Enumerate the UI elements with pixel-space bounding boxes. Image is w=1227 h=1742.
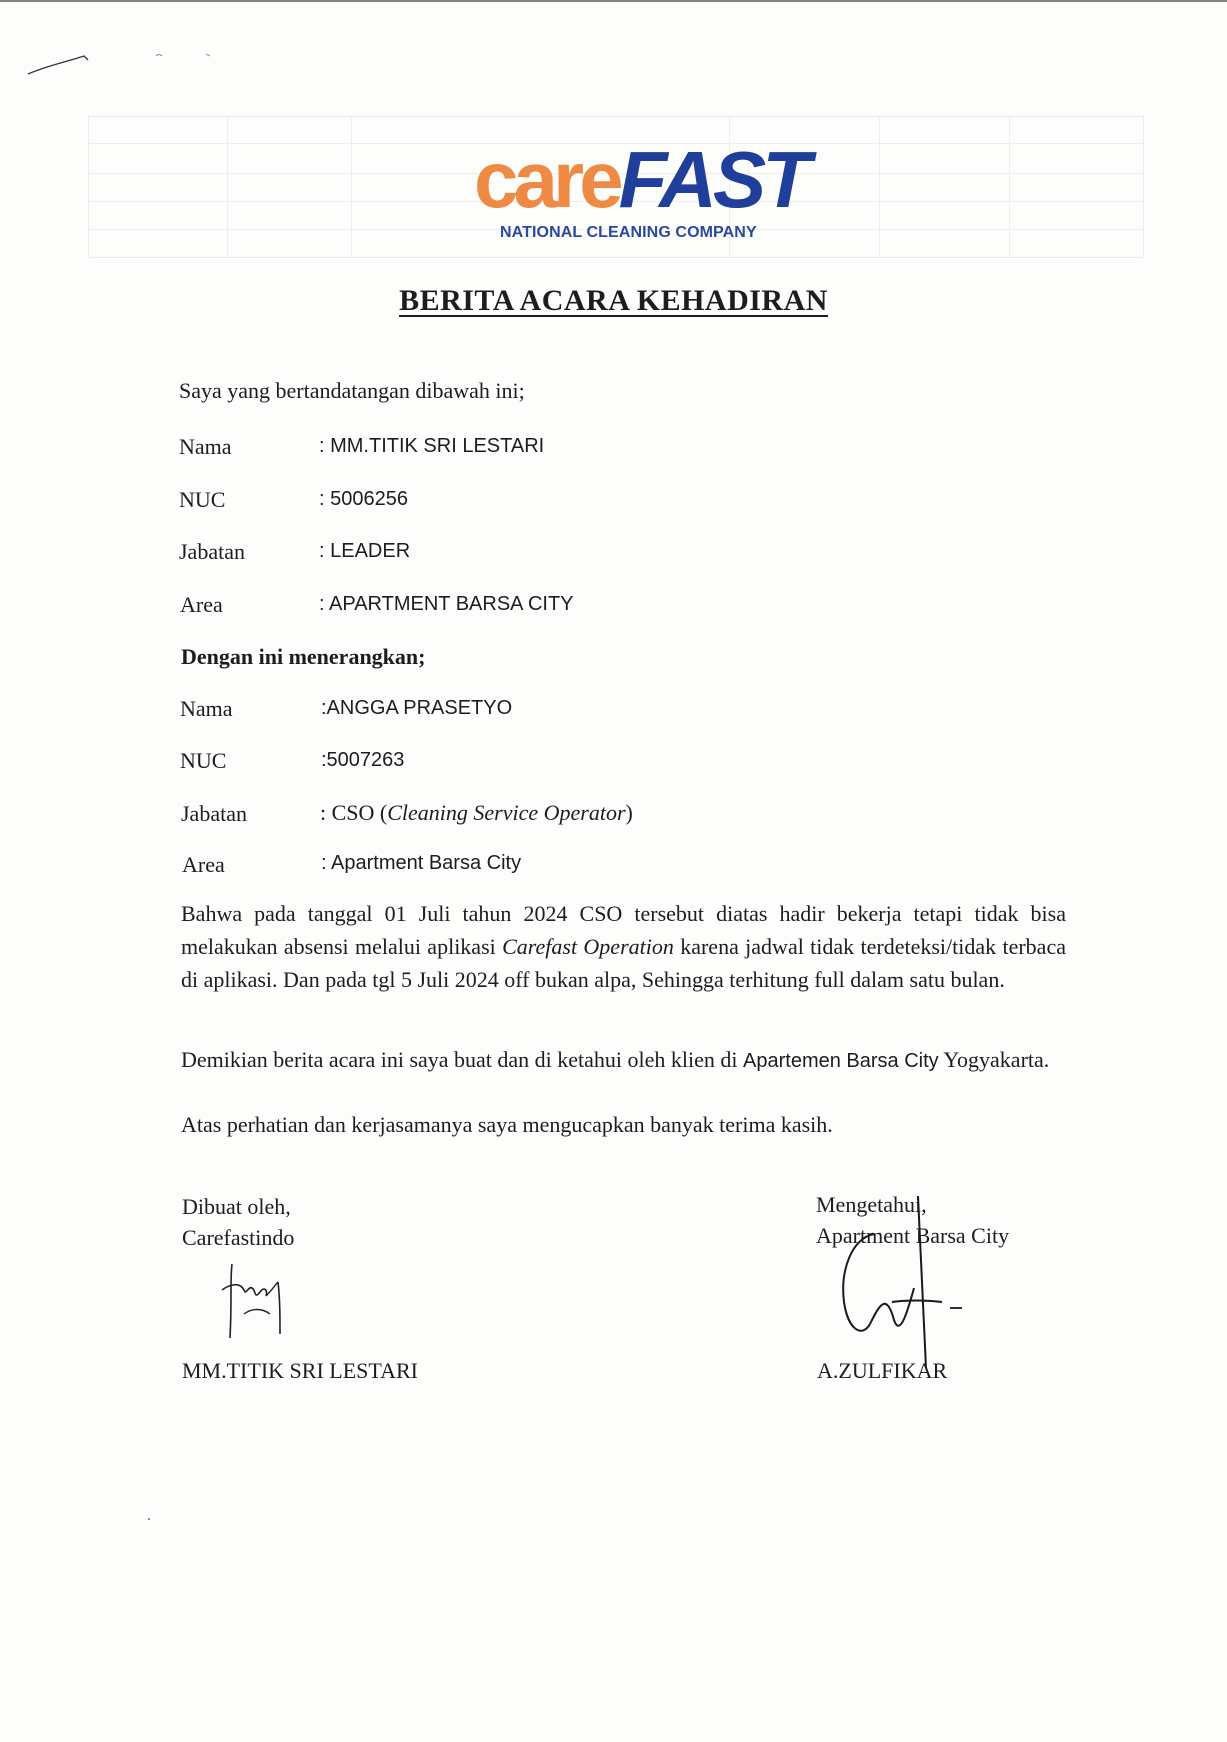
document-title (0, 284, 1227, 318)
employee-area-value: : Apartment Barsa City (321, 852, 522, 874)
signer-jabatan-value: : LEADER (319, 540, 411, 562)
p2-location: Apartemen Barsa City (743, 1050, 939, 1072)
signer-area-value: : APARTMENT BARSA CITY (319, 593, 574, 615)
body-paragraph-1 (181, 897, 1066, 996)
employee-nuc-label: NUC (180, 748, 227, 773)
scan-edge (0, 0, 1227, 2)
signer-nama-label: Nama (179, 434, 232, 459)
left-signature-image (218, 1260, 298, 1340)
p1-italic: Carefast Operation (502, 934, 674, 959)
body-paragraph-3: Atas perhatian dan kerjasamanya saya mengucapkan banyak terima kasih. (181, 1112, 833, 1137)
left-sign-line1: Dibuat oleh, (182, 1194, 291, 1219)
signer-nuc-label: NUC (179, 487, 226, 512)
intro-text: Saya yang bertandatangan dibawah ini; (179, 378, 525, 403)
employee-jabatan-value (320, 800, 633, 826)
jabatan-prefix: : CSO ( (320, 800, 388, 825)
signer-jabatan-label: Jabatan (179, 539, 245, 564)
employee-nama-label: Nama (180, 696, 233, 721)
jabatan-suffix: ) (625, 800, 633, 825)
statement-heading: Dengan ini menerangkan; (181, 644, 426, 669)
signer-nama-value: : MM.TITIK SRI LESTARI (319, 435, 545, 457)
title-text: BERITA ACARA KEHADIRAN (399, 284, 828, 317)
employee-jabatan-label: Jabatan (181, 801, 247, 826)
employee-nama-value: :ANGGA PRASETYO (321, 697, 513, 719)
jabatan-italic: Cleaning Service Operator (387, 800, 626, 825)
signer-area-label: Area (180, 592, 223, 617)
p1-part-b: karena jadwal tidak terdeteksi/tidak terbaca di aplikasi. Dan pada tgl 5 Juli 2024 off bukan alpa, Sehingga terhitung full dalam satu bulan. (181, 934, 1066, 992)
signer-nuc-value: : 5006256 (319, 488, 408, 510)
logo-wordmark (474, 135, 808, 224)
p1-part-a: Bahwa pada tanggal 01 Juli tahun 2024 CSO tersebut diatas hadir bekerja tetapi tidak bisa melakukan absensi melalui aplikasi (181, 901, 1066, 959)
scan-speck (148, 1518, 150, 1520)
right-signature-image (822, 1190, 972, 1370)
logo-care: care (474, 135, 619, 224)
employee-nuc-value: :5007263 (321, 749, 405, 771)
p2-part-a: Demikian berita acara ini saya buat dan di ketahui oleh klien di (181, 1047, 744, 1072)
body-paragraph-2 (181, 1043, 1066, 1078)
right-signer-name: A.ZULFIKAR (817, 1358, 948, 1383)
left-signer-name: MM.TITIK SRI LESTARI (182, 1358, 418, 1383)
logo-tagline: NATIONAL CLEANING COMPANY (500, 224, 757, 241)
logo-fast: FAST (618, 135, 808, 224)
right-sign-line2: Apartment Barsa City (816, 1223, 1010, 1248)
p2-part-b: Yogyakarta. (938, 1047, 1050, 1072)
pen-mark (26, 50, 226, 80)
right-sign-line1: Mengetahui, (816, 1192, 927, 1217)
left-sign-line2: Carefastindo (182, 1225, 295, 1250)
employee-area-label: Area (182, 852, 225, 877)
carefast-logo (474, 135, 808, 250)
